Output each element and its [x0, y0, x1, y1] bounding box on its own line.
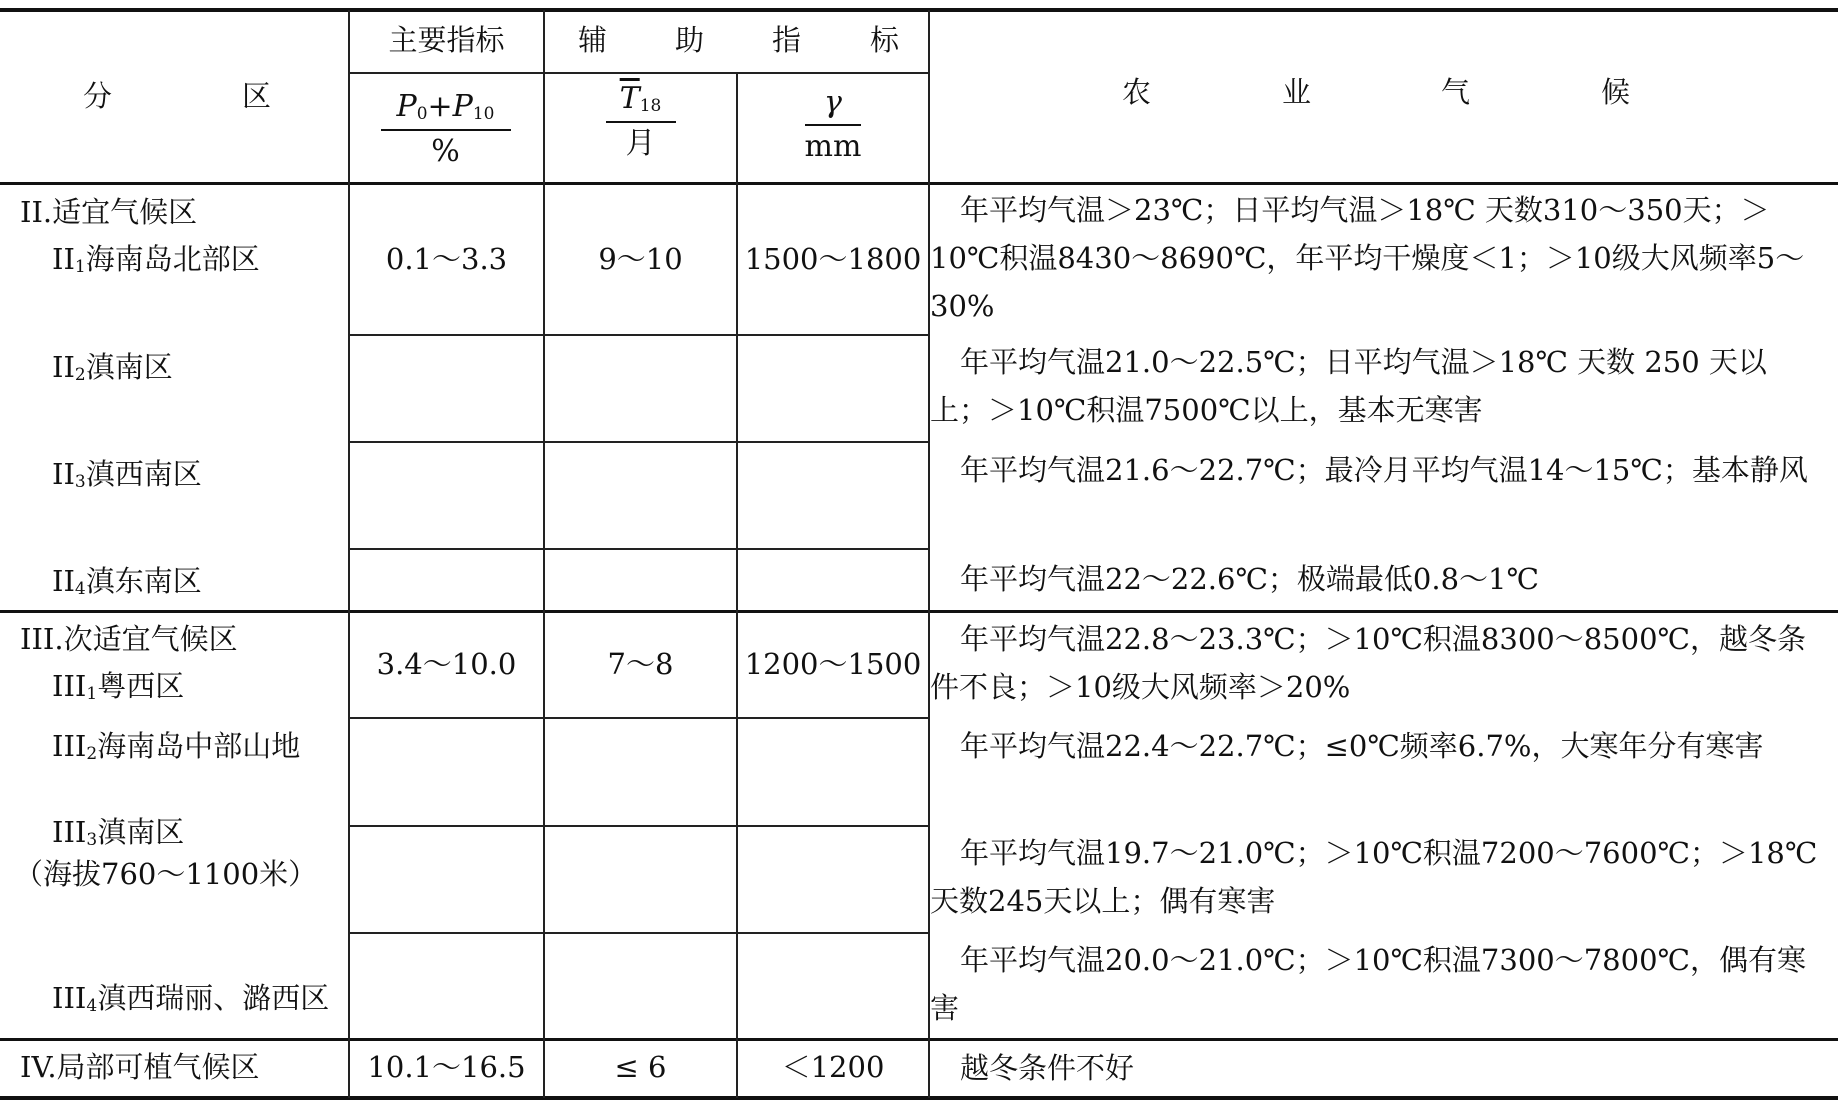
column-divider: [736, 72, 738, 1098]
climate-description: 年平均气温22.4～22.7℃；≤0℃频率6.7%，大寒年分有寒害: [960, 729, 1764, 763]
roman-numeral: II: [52, 350, 75, 384]
roman-numeral: II: [52, 457, 75, 491]
subzone-name: 海南岛中部山地: [97, 729, 301, 763]
subzone-label: [52, 457, 202, 492]
group-label: II.适宜气候区: [20, 195, 198, 229]
header-main-index: 主要指标: [388, 23, 505, 57]
subscript-number: 1: [86, 684, 98, 704]
subscript-number: 2: [86, 744, 98, 764]
header-climate-char: 候: [1601, 75, 1631, 109]
top-rule: [0, 8, 1838, 12]
t-symbol: $\overline{T}$: [619, 81, 640, 116]
column-divider: [543, 10, 545, 1098]
header-bottom-rule: [0, 182, 1838, 185]
gamma-symbol: γ: [824, 85, 842, 120]
subzone-name: 滇西瑞丽、潞西区: [97, 981, 330, 1015]
month-unit: 月: [625, 126, 656, 161]
subscript-number: 1: [74, 257, 86, 277]
subscript-number: 2: [74, 365, 86, 385]
percent-unit: %: [431, 134, 460, 169]
column-divider: [928, 10, 930, 1098]
subzone-name: 滇东南区: [85, 564, 202, 598]
subzone-name: 滇南区: [97, 815, 185, 849]
roman-numeral: III: [52, 981, 87, 1015]
subscript-number: 3: [74, 472, 86, 492]
subzone-label: [52, 815, 185, 850]
subzone-name: 滇南区: [85, 350, 173, 384]
p-symbol: P: [396, 89, 417, 124]
header-zone-char: 分: [83, 79, 113, 113]
header-climate-char: 业: [1282, 75, 1312, 109]
t-sub: 18: [639, 96, 662, 116]
group-divider-rule: [0, 610, 1838, 613]
climate-description: 年平均气温22.8～23.3℃；＞10℃积温8300～8500℃，越冬条件不良；＞10级大风频率＞20%: [930, 622, 1806, 704]
climate-description: 年平均气温19.7～21.0℃；＞10℃积温7200～7600℃；＞18℃天数245天以上；偶有寒害: [930, 836, 1818, 918]
subzone-label: [52, 729, 301, 764]
subscript-number: 4: [86, 996, 98, 1016]
row-rule: [348, 441, 928, 443]
climate-description: 越冬条件不好: [960, 1051, 1135, 1085]
row-rule: [348, 825, 928, 827]
group-p-value: 10.1～16.5: [367, 1050, 526, 1084]
header-aux-char: 助: [675, 23, 705, 57]
p-sub: 0: [416, 104, 428, 124]
mm-unit: mm: [804, 129, 862, 164]
p-symbol: P: [452, 89, 473, 124]
row-rule: [348, 548, 928, 550]
group-gamma-value: 1500～1800: [744, 242, 922, 276]
row-rule: [348, 932, 928, 934]
group-label: III.次适宜气候区: [20, 622, 238, 656]
group-label: IV.局部可植气候区: [20, 1050, 260, 1084]
header-p-fraction: [352, 89, 539, 169]
subzone-label: [52, 669, 185, 704]
subzone-name: 海南岛北部区: [85, 242, 260, 276]
subzone-name: 粤西区: [97, 669, 185, 703]
p-sub: 10: [472, 104, 495, 124]
header-climate-char: 农: [1122, 75, 1152, 109]
roman-numeral: II: [52, 242, 75, 276]
group-t-value: 9～10: [598, 242, 683, 276]
header-zone-char: 区: [242, 79, 272, 113]
subscript-number: 3: [86, 830, 98, 850]
header-climate-char: 气: [1441, 75, 1471, 109]
subzone-label: [52, 350, 173, 385]
group-p-value: 3.4～10.0: [376, 647, 517, 681]
climate-description: 年平均气温21.6～22.7℃；最冷月平均气温14～15℃；基本静风: [960, 453, 1808, 487]
group-t-value: ≤ 6: [614, 1050, 667, 1084]
climate-description: 年平均气温＞23℃；日平均气温＞18℃ 天数310～350天；＞10℃积温8430～8690℃，年平均干燥度＜1；＞10级大风频率5～30%: [930, 193, 1805, 323]
group-gamma-value: ＜1200: [781, 1050, 885, 1084]
roman-numeral: III: [52, 669, 87, 703]
subscript-number: 4: [74, 579, 86, 599]
subzone-name: 滇西南区: [85, 457, 202, 491]
row-rule: [348, 717, 928, 719]
group-divider-rule: [0, 1038, 1838, 1041]
climate-description: 年平均气温20.0～21.0℃；＞10℃积温7300～7800℃，偶有寒害: [930, 943, 1806, 1025]
header-aux-char: 标: [870, 23, 900, 57]
header-mid-rule: [348, 72, 928, 74]
header-aux-char: 指: [772, 23, 802, 57]
subzone-label: [52, 981, 330, 1016]
climate-description: 年平均气温22～22.6℃；极端最低0.8～1℃: [960, 562, 1539, 596]
header-gamma-fraction: [740, 85, 926, 164]
header-aux-char: 辅: [578, 23, 608, 57]
header-t-fraction: [547, 81, 734, 161]
row-rule: [348, 334, 928, 336]
subzone-label: [52, 242, 260, 277]
plus-sign: +: [427, 89, 453, 124]
column-divider: [348, 10, 350, 1098]
subzone-label: [52, 564, 202, 599]
group-t-value: 7～8: [607, 647, 674, 681]
group-gamma-value: 1200～1500: [744, 647, 922, 681]
roman-numeral: III: [52, 815, 87, 849]
bottom-rule: [0, 1096, 1838, 1100]
altitude-note: （海拔760～1100米）: [14, 857, 318, 891]
climate-description: 年平均气温21.0～22.5℃；日平均气温＞18℃ 天数 250 天以上；＞10℃积温7500℃以上，基本无寒害: [930, 345, 1767, 427]
group-p-value: 0.1～3.3: [385, 242, 508, 276]
roman-numeral: II: [52, 564, 75, 598]
roman-numeral: III: [52, 729, 87, 763]
